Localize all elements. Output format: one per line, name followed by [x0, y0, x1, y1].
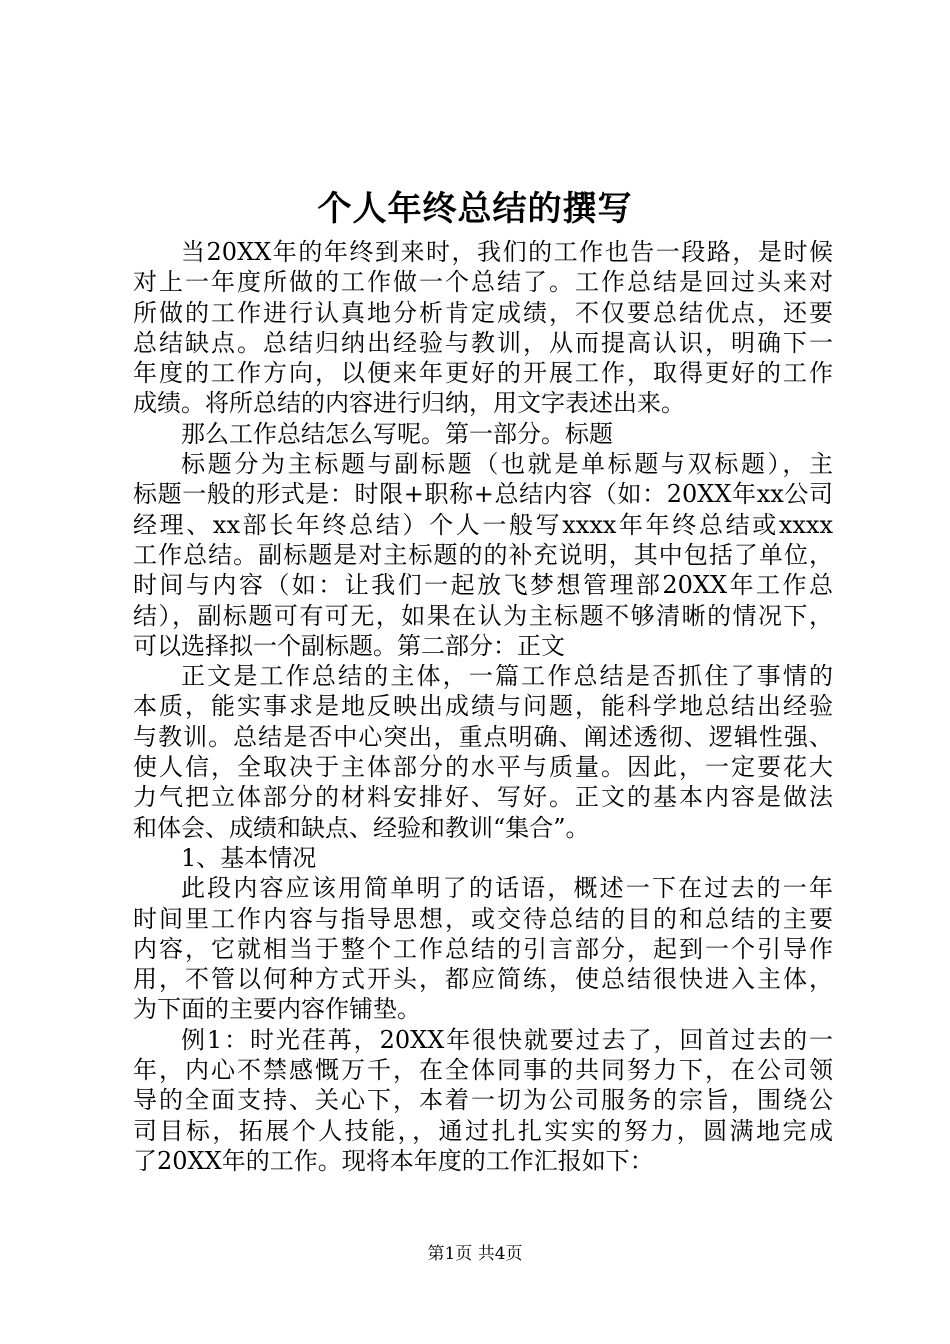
text-line: 年度的工作方向，以便来年更好的开展工作，取得更好的工作 — [133, 359, 833, 388]
document-body — [133, 237, 833, 1176]
text-line: 例1：时光荏苒，20XX年很快就要过去了，回首过去的一 — [181, 1025, 833, 1054]
text-line: 可以选择拟一个副标题。第二部分：正文 — [133, 631, 565, 660]
text-line: 那么工作总结怎么写呢。第一部分。标题 — [181, 419, 613, 448]
text-line: 经理、xx部长年终总结）个人一般写xxxx年年终总结或xxxx — [133, 510, 833, 539]
text-line: 时间里工作内容与指导思想，或交待总结的目的和总结的主要 — [133, 904, 833, 933]
text-line: 内容，它就相当于整个工作总结的引言部分，起到一个引导作 — [133, 934, 833, 963]
text-line: 与教训。总结是否中心突出，重点明确、阐述透彻、逻辑性强、 — [133, 722, 833, 751]
document-title: 个人年终总结的撰写 — [317, 189, 633, 229]
text-line: 此段内容应该用简单明了的话语，概述一下在过去的一年 — [181, 874, 833, 903]
text-line: 和体会、成绩和缺点、经验和教训“集合”。 — [133, 813, 590, 842]
page-number-footer: 第1页 共4页 — [427, 1244, 523, 1264]
text-line: 使人信，全取决于主体部分的水平与质量。因此，一定要花大 — [133, 753, 833, 782]
text-line: 本质，能实事求是地反映出成绩与问题，能科学地总结出经验 — [133, 692, 833, 721]
text-line: 总结缺点。总结归纳出经验与教训，从而提高认识，明确下一 — [133, 328, 833, 357]
text-line: 结），副标题可有可无，如果在认为主标题不够清晰的情况下， — [133, 601, 833, 630]
text-line: 标题一般的形式是：时限+职称+总结内容（如：20XX年xx公司 — [133, 480, 833, 509]
text-line: 用，不管以何种方式开头，都应简练，使总结很快进入主体， — [133, 965, 833, 994]
text-line: 年，内心不禁感慨万千，在全体同事的共同努力下，在公司领 — [133, 1056, 833, 1085]
section-heading: 1、基本情况 — [181, 843, 317, 872]
text-line: 标题分为主标题与副标题（也就是单标题与双标题），主 — [181, 450, 833, 479]
text-line: 时间与内容（如：让我们一起放飞梦想管理部20XX年工作总 — [133, 571, 833, 600]
text-line: 所做的工作进行认真地分析肯定成绩，不仅要总结优点，还要 — [133, 298, 833, 327]
text-line: 工作总结。副标题是对主标题的的补充说明，其中包括了单位， — [133, 540, 833, 569]
text-line: 正文是工作总结的主体，一篇工作总结是否抓住了事情的 — [181, 662, 833, 691]
text-line: 了20XX年的工作。现将本年度的工作汇报如下： — [133, 1146, 654, 1175]
text-line: 成绩。将所总结的内容进行归纳，用文字表述出来。 — [133, 389, 685, 418]
text-line: 导的全面支持、关心下，本着一切为公司服务的宗旨，围绕公 — [133, 1086, 833, 1115]
text-line: 力气把立体部分的材料安排好、写好。正文的基本内容是做法 — [133, 783, 833, 812]
text-line: 为下面的主要内容作铺垫。 — [133, 995, 421, 1024]
text-line: 当20XX年的年终到来时，我们的工作也告一段路，是时候 — [181, 238, 833, 266]
text-line: 司目标，拓展个人技能，，通过扎扎实实的努力，圆满地完成 — [133, 1116, 833, 1145]
text-line: 对上一年度所做的工作做一个总结了。工作总结是回过头来对 — [133, 268, 833, 297]
